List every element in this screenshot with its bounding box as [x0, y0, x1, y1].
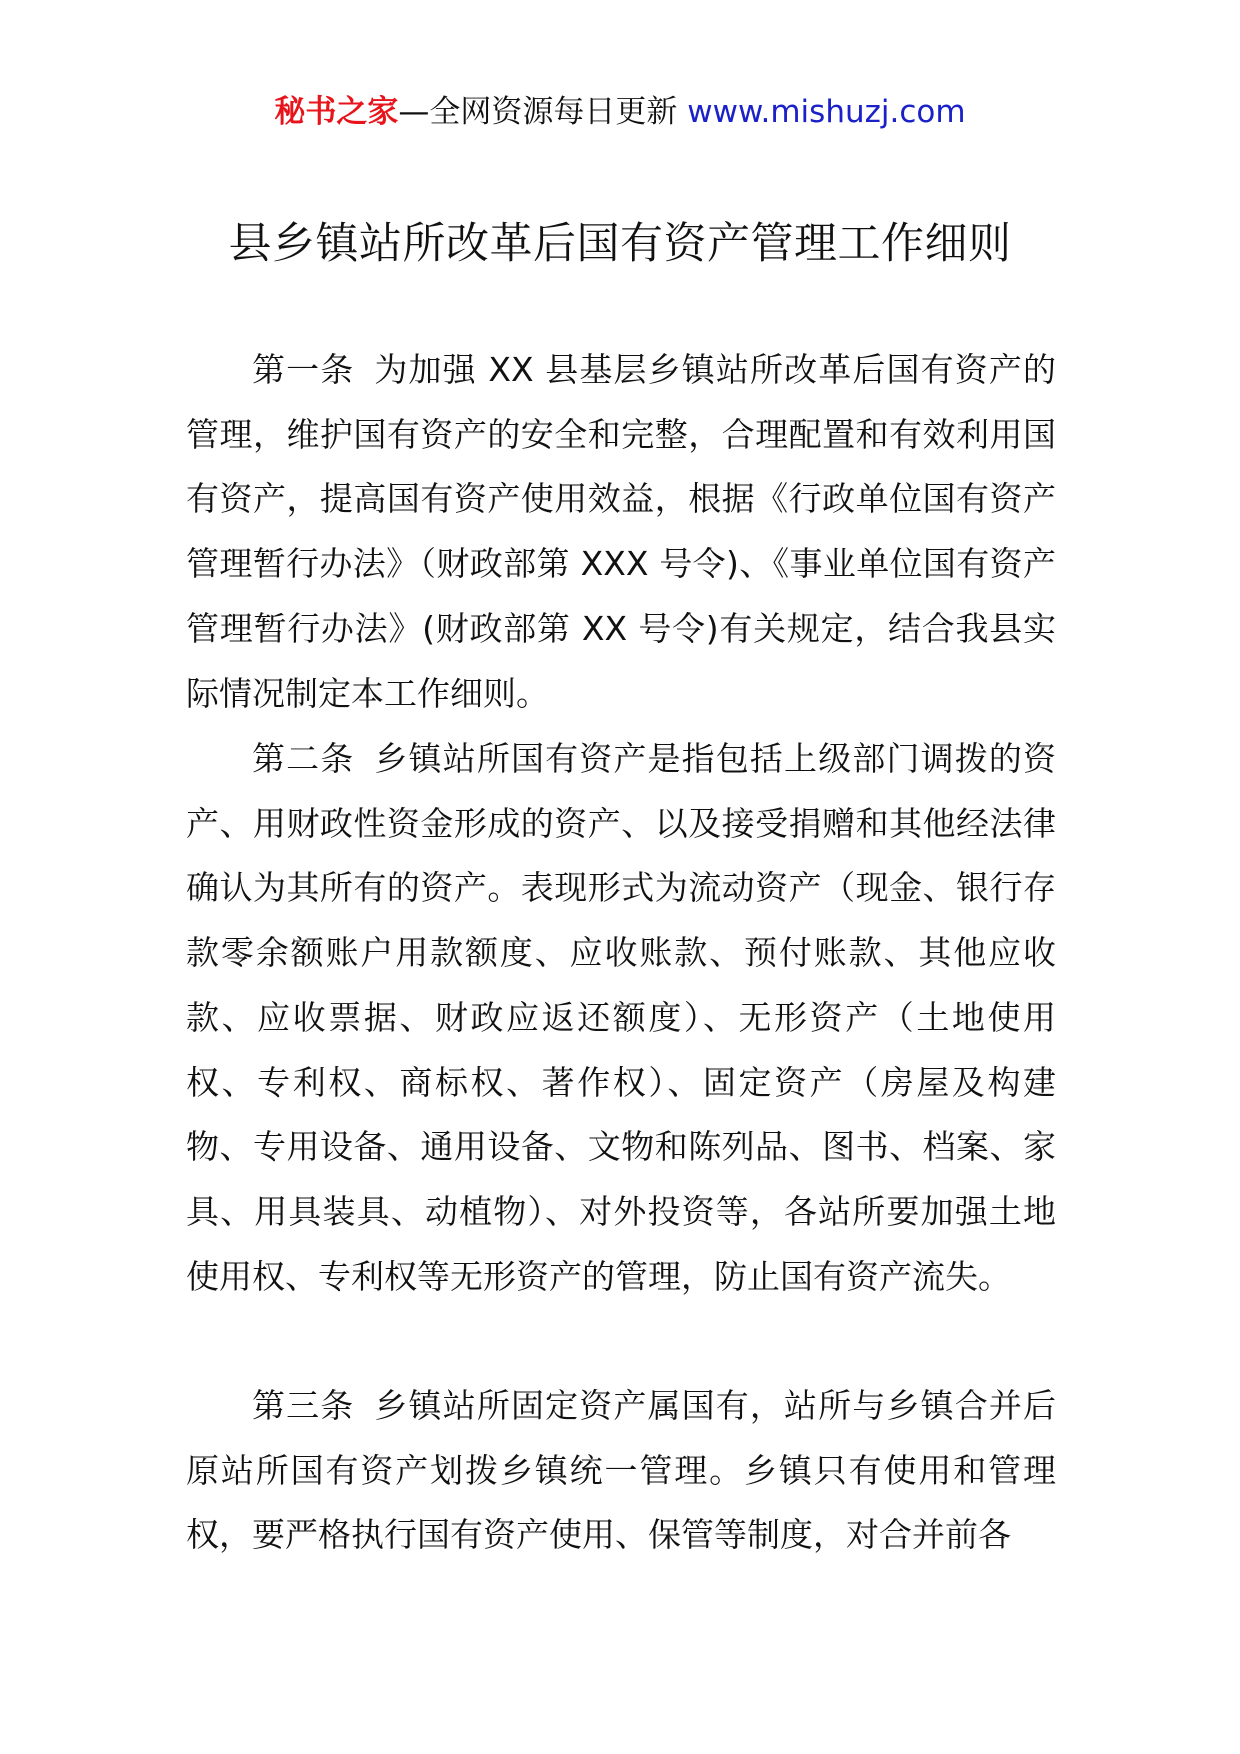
- article-text: 乡镇站所国有资产是指包括上级部门调拨的资产、用财政性资金形成的资产、以及接受捐赠和其他经法律确认为其所有的资产。表现形式为流动资产（现金、银行存款零余额账户用款额度、应收账款、预付账款、其他应收款、应收票据、财政应返还额度）、无形资产（土地使用权、专利权、商标权、著作权）、固定资产（房屋及构建物、专用设备、通用设备、文物和陈列品、图书、档案、家具、用具装具、动植物）、对外投资等，各站所要加强土地使用权、专利权等无形资产的管理，防止国有资产流失。: [186, 739, 1057, 1296]
- article-paragraph: [186, 1374, 1056, 1568]
- article-text: 为加强 XX 县基层乡镇站所改革后国有资产的管理，维护国有资产的安全和完整，合理配置和有效利用国有资产，提高国有资产使用效益，根据《行政单位国有资产管理暂行办法》（财政部第 XXX 号令)、《事业单位国有资产管理暂行办法》(财政部第 XX 号令)有关规定，结合我县实际情况制定本工作细则。: [186, 350, 1056, 713]
- site-url-link[interactable]: www.mishuzj.com: [687, 94, 966, 130]
- article-number: 第一条: [252, 350, 355, 389]
- document-title: 县乡镇站所改革后国有资产管理工作细则: [228, 219, 1012, 269]
- article-number: 第三条: [252, 1386, 355, 1425]
- article-paragraph: [186, 727, 1056, 1309]
- site-tagline: —全网资源每日更新: [398, 94, 678, 130]
- article-number: 第二条: [252, 739, 355, 778]
- article-text: 乡镇站所固定资产属国有，站所与乡镇合并后原站所国有资产划拨乡镇统一管理。乡镇只有使用和管理权，要严格执行国有资产使用、保管等制度，对合并前各: [186, 1386, 1057, 1555]
- site-brand: 秘书之家: [274, 94, 399, 130]
- site-header: [0, 92, 1240, 132]
- article-paragraph: [186, 338, 1056, 726]
